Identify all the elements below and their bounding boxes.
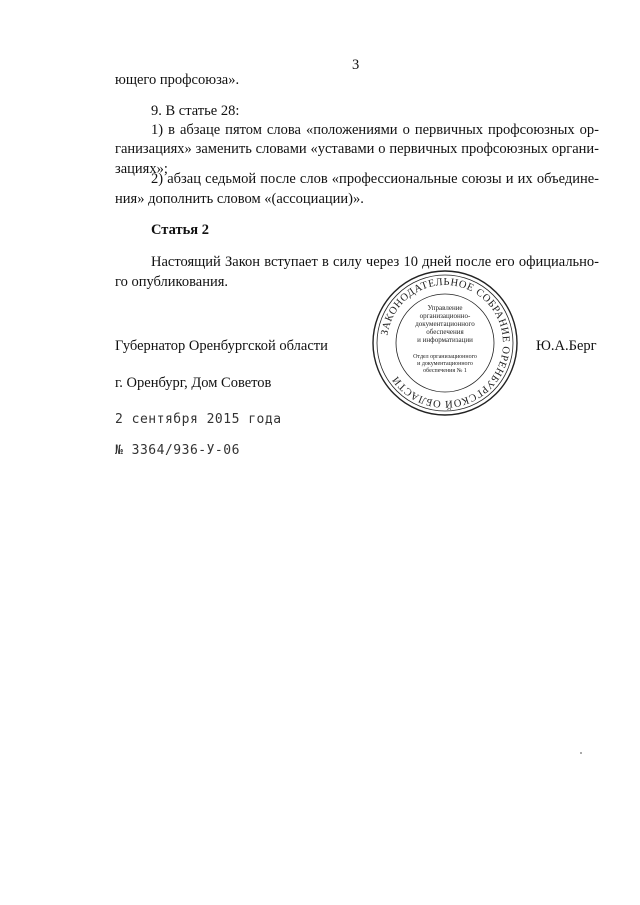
stamp-date: 2 сентября 2015 года [115, 412, 282, 427]
seal-center-4: обеспечения [426, 328, 464, 336]
signature-position: Губернатор Оренбургской области [115, 338, 328, 354]
stamp-number: № 3364/936-У-06 [115, 443, 240, 458]
page-number: 3 [352, 57, 360, 73]
text-line-10: го опубликования. [115, 274, 229, 290]
signature-name: Ю.А.Берг [536, 338, 597, 354]
seal-center-2: организационно- [419, 312, 471, 320]
text-line-5: зациях»; [115, 161, 168, 177]
text-line-2: 9. В статье 28: [151, 103, 240, 119]
text-line-3: 1) в абзаце пятом слова «положениями о первичных профсоюзных ор- [151, 122, 599, 138]
seal-ring-text: ЗАКОНОДАТЕЛЬНОЕ СОБРАНИЕ ОРЕНБУРГСКОЙ ОБЛАСТИ [379, 276, 512, 410]
scan-speck [580, 752, 582, 754]
text-line-7: ния» дополнить словом «(ассоциации)». [115, 191, 364, 207]
seal-center-5: и информатизации [417, 336, 473, 344]
seal-dept-3: обеспечения № 1 [423, 368, 467, 374]
seal-center-3: документационного [415, 320, 475, 328]
seal-center-1: Управление [427, 304, 463, 312]
article-heading: Статья 2 [151, 222, 209, 238]
text-line-4: ганизациях» заменить словами «уставами о первичных профсоюзных органи- [115, 141, 599, 157]
text-line-6: 2) абзац седьмой после слов «профессиональные союзы и их объедине- [151, 171, 599, 187]
signature-place: г. Оренбург, Дом Советов [115, 375, 272, 391]
official-seal [370, 268, 520, 418]
seal-dept-2: и документационного [417, 361, 473, 367]
text-line-9: Настоящий Закон вступает в силу через 10 дней после его официально- [151, 254, 599, 270]
text-line-1: ющего профсоюза». [115, 72, 240, 88]
seal-dept-1: Отдел организационного [413, 354, 477, 360]
